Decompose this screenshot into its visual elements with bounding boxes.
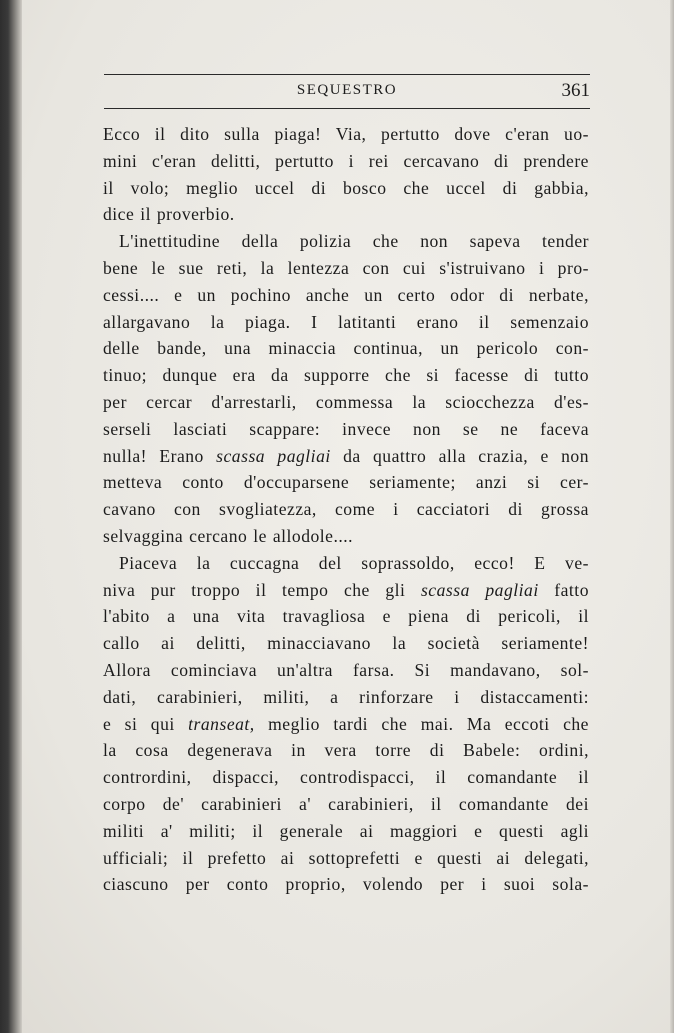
text-line: callo ai delitti, minacciavano la società seriamente! <box>103 633 589 654</box>
text-fragment: nulla! Erano <box>103 445 217 466</box>
text-line: il volo; meglio uccel di bosco che uccel di gabbia, <box>103 177 589 198</box>
text-line: militi a' militi; il generale ai maggiori e questi agli <box>103 820 589 841</box>
text-line: tinuo; dunque era da supporre che si facesse di tutto <box>103 365 589 386</box>
text-line: delle bande, una minaccia continua, un pericolo con- <box>103 338 589 359</box>
text-fragment: e si qui <box>103 713 189 734</box>
text-line: ciascuno per conto proprio, volendo per i suoi sola- <box>103 874 589 895</box>
text-fragment: fatto <box>538 579 589 600</box>
text-line: l'abito a una vita travagliosa e piena di pericoli, il <box>103 606 589 627</box>
text-line: cavano con svogliatezza, come i cacciatori di grossa <box>103 499 589 520</box>
text-line: dice il proverbio. <box>103 204 235 225</box>
text-line: la cosa degenerava in vera torre di Babele: ordini, <box>103 740 589 761</box>
text-line: allargavano la piaga. I latitanti erano il semenzaio <box>103 311 589 332</box>
italic-phrase: scassa pagliai <box>420 579 539 600</box>
text-line: serseli lasciati scappare: invece non se ne faceva <box>103 418 589 439</box>
text-line: per cercar d'arrestarli, commessa la sciocchezza d'es- <box>103 391 589 412</box>
text-line: ufficiali; il prefetto ai sottoprefetti e questi ai delegati, <box>103 847 589 868</box>
text-line: contrordini, dispacci, controdispacci, il comandante il <box>103 767 589 788</box>
text-line: bene le sue reti, la lentezza con cui s'istruivano i pro- <box>103 257 589 278</box>
text-line <box>103 711 589 738</box>
text-line: L'inettitudine della polizia che non sapeva tender <box>119 231 589 252</box>
text-line: corpo de' carabinieri a' carabinieri, il comandante dei <box>103 793 589 814</box>
text-line: Ecco il dito sulla piaga! Via, pertutto dove c'eran uo- <box>103 124 589 144</box>
running-title: SEQUESTRO <box>296 82 398 98</box>
page-edge <box>670 0 674 1033</box>
text-line: cessi.... e un pochino anche un certo odor di nerbate, <box>103 284 589 305</box>
text-line: metteva conto d'occuparsene seriamente; anzi si cer- <box>103 472 589 493</box>
italic-phrase: transeat, <box>188 713 255 734</box>
text-line <box>103 577 589 604</box>
text-line <box>103 443 589 470</box>
header-rule-top <box>104 74 590 75</box>
text-line: selvaggina cercano le allodole.... <box>103 525 354 546</box>
italic-phrase: scassa pagliai <box>216 445 331 466</box>
text-fragment: niva pur troppo il tempo che gli <box>103 579 421 600</box>
body-text <box>103 121 589 898</box>
text-line: dati, carabinieri, militi, a rinforzare i distaccamenti: <box>103 686 589 707</box>
text-fragment: meglio tardi che mai. Ma eccoti che <box>254 713 589 734</box>
header-rule-bottom <box>104 108 590 109</box>
page-number: 361 <box>561 80 590 101</box>
text-line: mini c'eran delitti, pertutto i rei cercavano di prendere <box>103 150 589 171</box>
text-fragment: da quattro alla crazia, e non <box>330 445 589 466</box>
text-line: Allora cominciava un'altra farsa. Si mandavano, sol- <box>103 659 589 680</box>
book-spine-shadow <box>0 0 22 1033</box>
text-line: Piaceva la cuccagna del soprassoldo, ecco! E ve- <box>119 552 589 573</box>
